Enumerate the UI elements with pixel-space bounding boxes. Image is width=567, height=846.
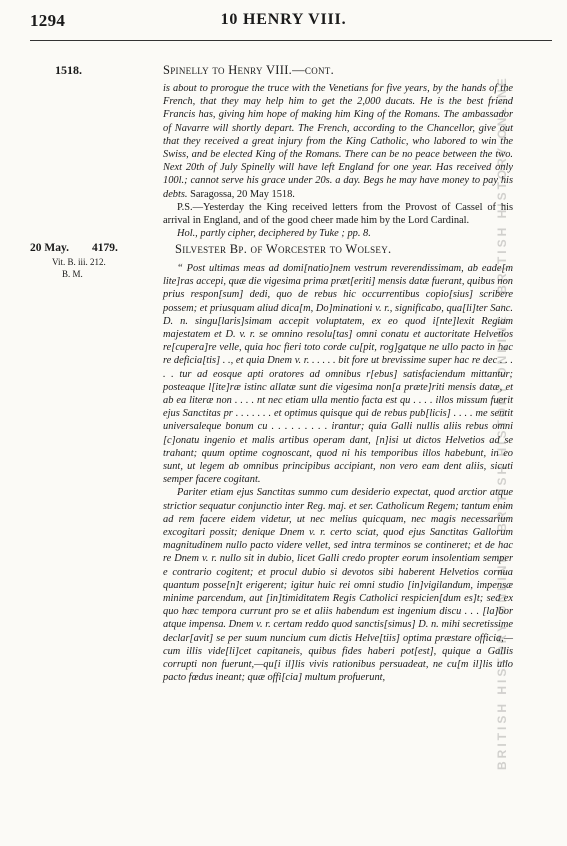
manuscript-reference	[52, 256, 106, 280]
page-number: 1294	[30, 11, 66, 30]
reference-line-2: B. M.	[62, 269, 83, 279]
margin-year: 1518.	[55, 63, 82, 77]
letter-summary	[163, 82, 513, 201]
entry-body-spinelly	[163, 82, 513, 240]
postscript: P.S.—Yesterday the King received letters from the Provost of Cassel of his arrival in England, and of the good cheer made him by the Lord Cardinal.	[163, 201, 513, 227]
summary-date-place: Saragossa, 20 May 1518.	[190, 188, 295, 200]
summary-italic: is about to prorogue the truce with the Venetians for five years, by the hands of the French, that they may help him to get the 2,000 ducats. He is the best friend Francis has, giving him hope of making him King of the Romans. The ambassador of Navarre will shortly depart. The French, according to the Chancellor, give out that they received a great injury from the King Catholic, who labored to win the Swiss, and be elected King of the Romans. There can be no peace between the two. Next 20th of July Spinelly will have left England for one year. Has received only 100l.; cannot serve his grace under 20s. a day. Begs he may have money to pay his debts.	[163, 83, 513, 200]
document-number: 4179.	[92, 242, 118, 254]
latin-paragraph-1: “ Post ultimas meas ad domi[natio]nem vestrum reverendissimam, ab eade[m lite]ras accepi, quæ die vigesima prima præt[eriti] mensis datæ fuerant, quibus non prius respon[sum] dedi, quo de rebus hic occurrentibus copio[sius] scribere possem; et priusquam aliud dica[m, Do]minationi v. r., significabo, qua[li]ter Sanc. D. n. singu[laris]simam accepit voluptatem, ex eo quod i[nte]lexit Regiam majestatem et D. v. r. se omnino resolu[tas] omni conatu et auctoritate Helvetios re[cupera]re velle, quia hoc fieri toto corde cu[pit, rog]gatque ne ullo pacto in hac re deficia[tis] . ., et quia Dnem v. r. . . . . . bit fore ut brevissime super hac re dec . . . . . tur ad eosque apti oratores ad omnibus r[ebus] satisfaciendum mittantur; posteaque l[ite]ræ istinc allatæ sunt die vigesima non[a præte]riti mensis datæ, et ab ea literæ non . . . . nt nec etiam ulla mentio facta est qu . . . . illos missum fuerit ejus Sanctitas pr . . . . . . . et optimus quisque qui de rebus pub[licis] . . . . me sentit universaleque bonum cu . . . . . . . . . irantur; quia Galli nullis aliis rebus omni [c]onatu ingenio et malis artibus operam dant, [n]isi ut dictos Helvetios ad se trahant; quum optime cognoscant, quod ni his temporibus illos habebunt, in eo sunt, ut legem ab omnibus principibus accipiant, non vero eam dent aliis, sicuti semper facere cogitant.	[163, 263, 513, 486]
header-rule	[30, 40, 552, 41]
manuscript-note: Hol., partly cipher, deciphered by Tuke ; pp. 8.	[177, 228, 371, 240]
watermark-stamp: BRITISH HISTORY ONLINE · BRITISH HISTORY ONLINE · BRITISH HISTORY ONLINE	[495, 75, 509, 770]
entry-heading-worcester: Silvester Bp. of Worcester to Wolsey.	[175, 242, 392, 256]
entry-date: 20 May.	[30, 242, 69, 254]
running-head: 10 HENRY VIII.	[220, 11, 347, 28]
reference-line-1: Vit. B. iii. 212.	[52, 257, 106, 267]
entry-heading-spinelly: Spinelly to Henry VIII.—cont.	[163, 63, 335, 77]
entry-body-worcester	[163, 262, 513, 685]
latin-paragraph-2: Pariter etiam ejus Sanctitas summo cum desiderio expectat, quod arctior atque strictior sequatur conjunctio inter Reg. maj. et ser. Catholicum Regem; tantum enim ad rem facere eidem videtur, ut nec melius quicquam, nec magis necessarium excogitari possit; denique Dnem v. r. certo sciat, quod ejus Sanctitas Gallorum magnitudinem nullo pacto videre vellet, sed intra terminos se contineret; et de hac re Dnem v. r. nullo sit in dubio, licet Galli credo propter eorum insolentiam semper e contrario cogitent; et procul dubio si devotos sibi haberent Helvetios cornua quantum posse[n]t erigerent; igitur huic rei omni studio [in]vigilandum, impensæ minime parcendum, aut [in]timiditatem Regis Catholici respicien[dum es]t; sed ex quo hæc tempora currunt pro se et aliis habendum est ingenium discu . . . [la]bor atque impensa. Dnem v. r. certam reddo quod sanctis[simus] D. n. mihi secretissime declar[avit] se per suum nuncium cum dictis Helve[tiis] optima præstare officia,—cum illis vide[li]cet capitaneis, quibus fides haberi pot[est], quique a Gallis corrupti non fuerunt,—qu[i il]lis vivis rationibus persuadeat, ne cu[m il]lis ullo pacto fœdus ineant; quæ offi[cia] multum profuerunt,	[163, 487, 513, 684]
